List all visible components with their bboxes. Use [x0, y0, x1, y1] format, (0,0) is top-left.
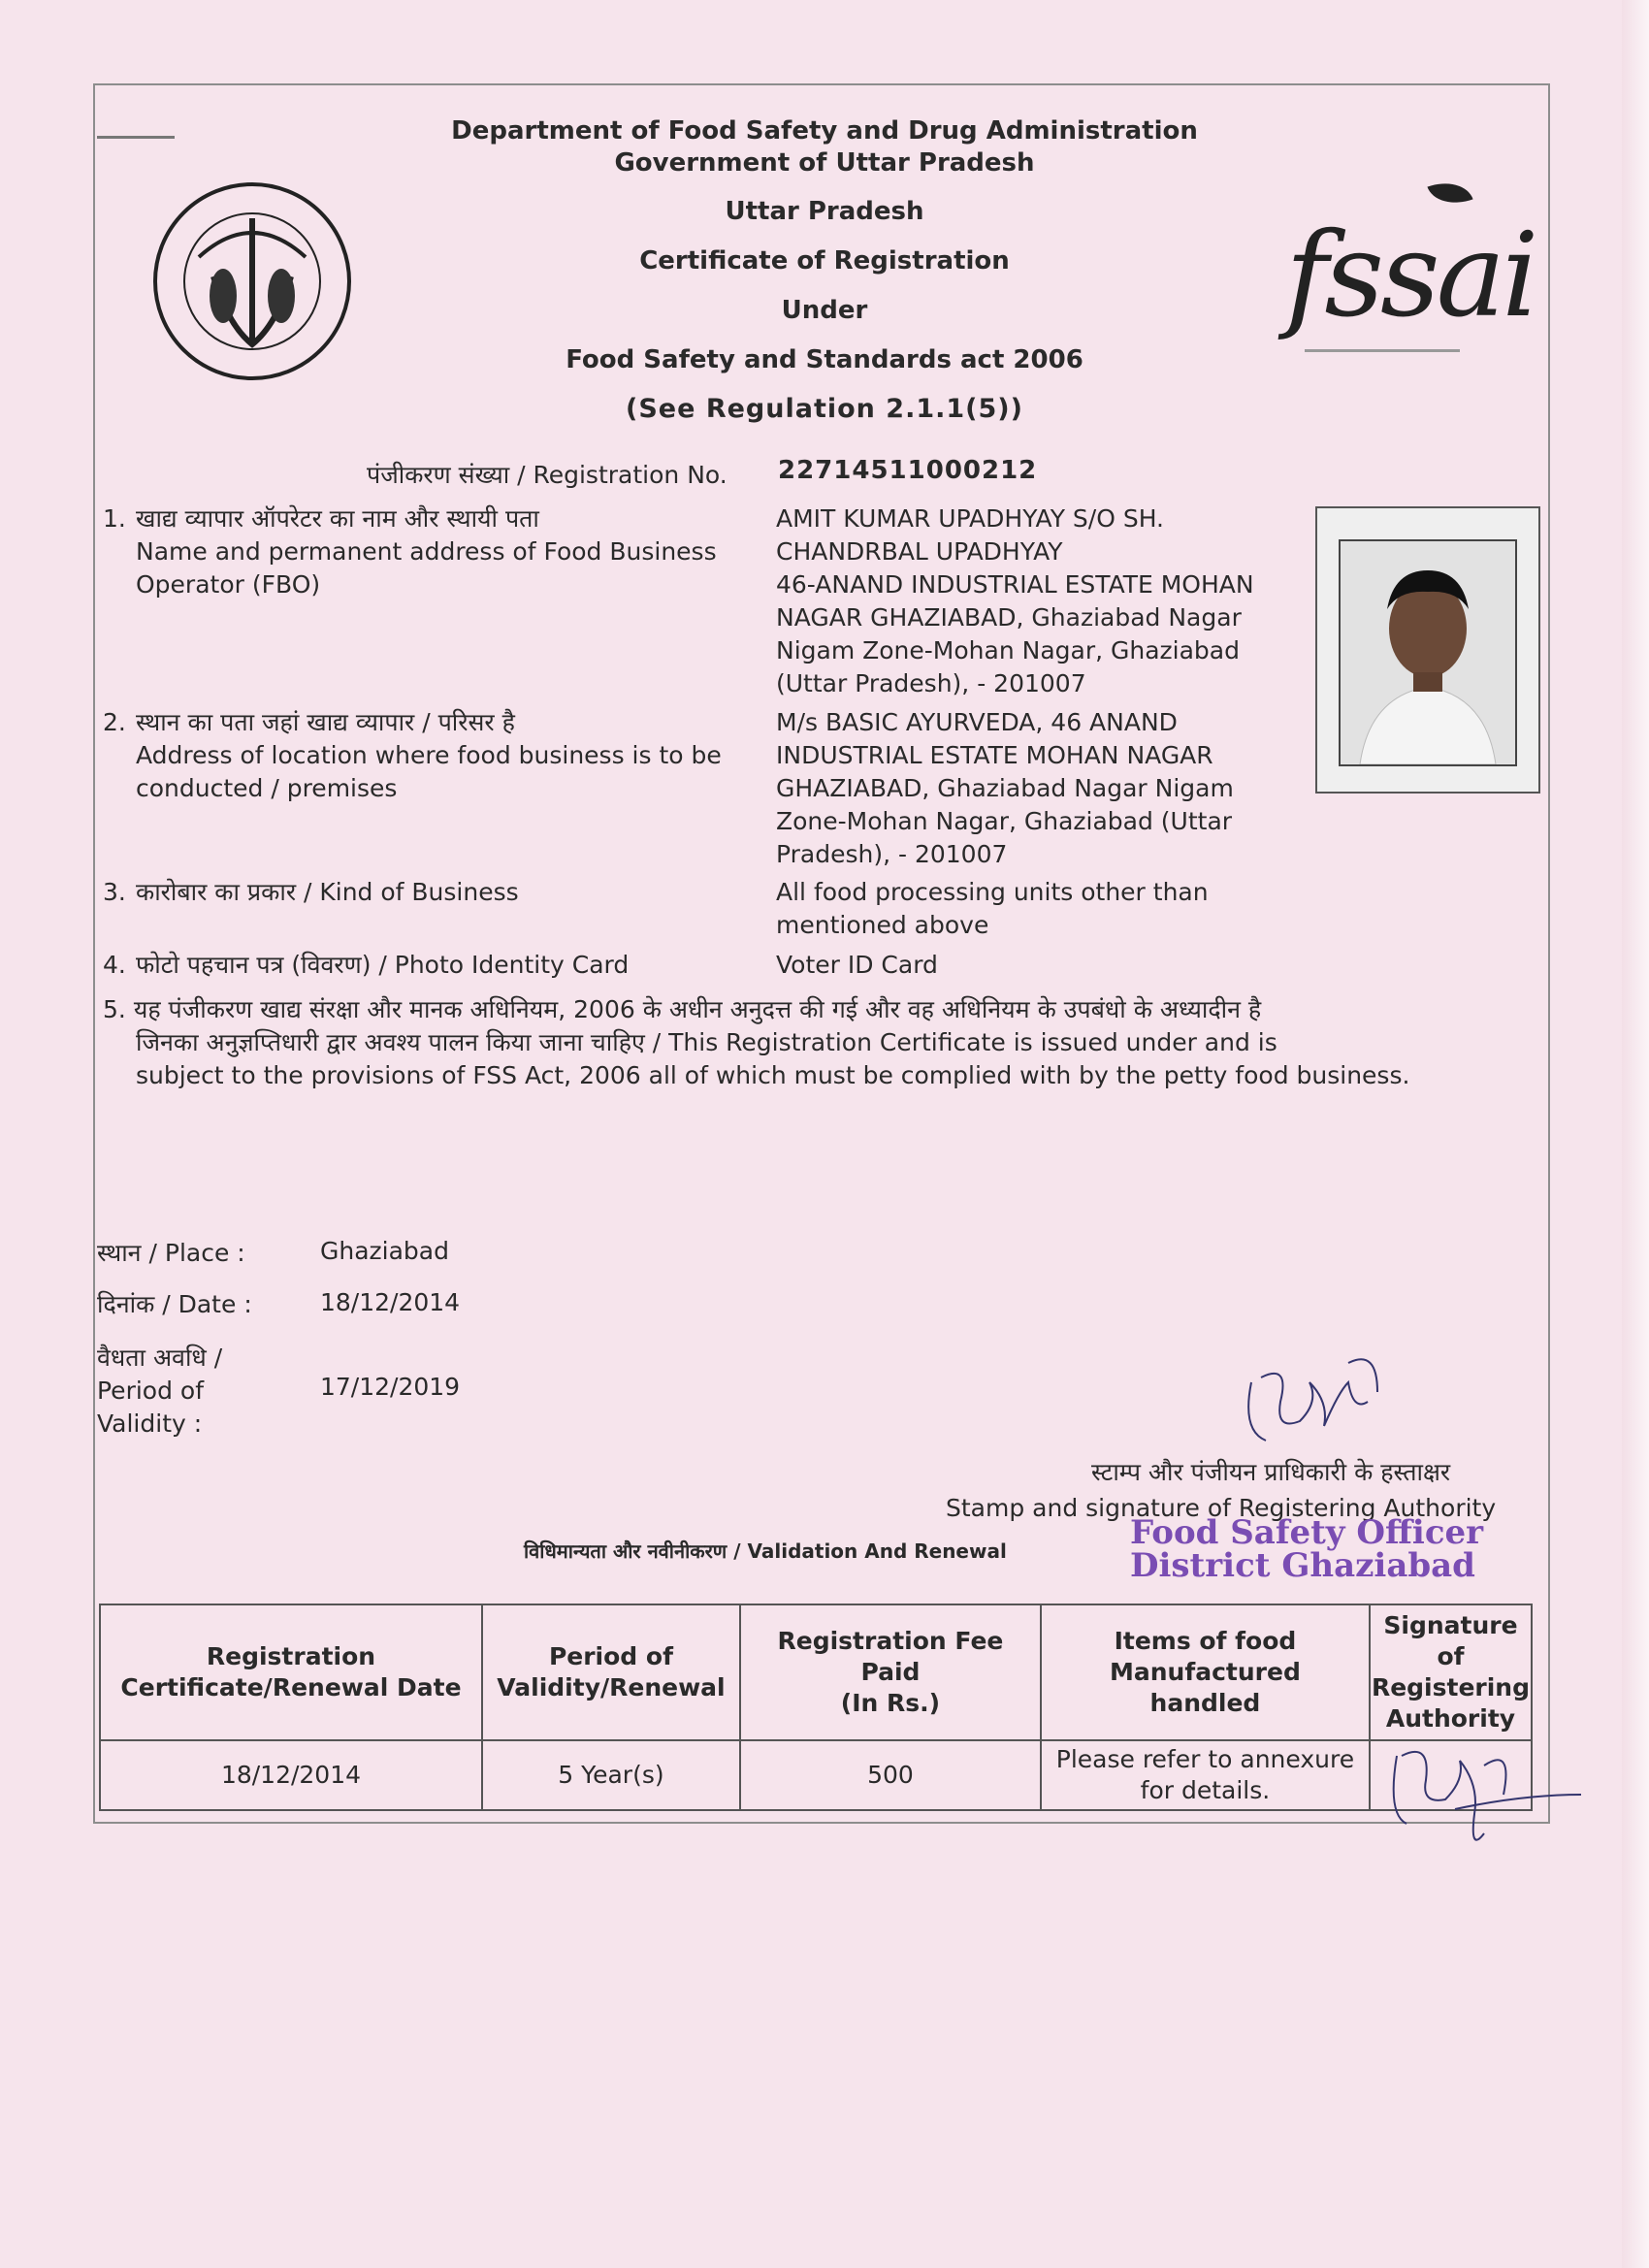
- act-title: Food Safety and Standards act 2006: [566, 345, 1083, 374]
- value-line: Voter ID Card: [776, 951, 938, 979]
- certificate-title: Certificate of Registration: [639, 246, 1010, 275]
- item-1-value: [776, 502, 1319, 700]
- item-2-label: [136, 706, 766, 805]
- item-3-value: [776, 876, 1319, 942]
- header-line: Registering: [1371, 1673, 1530, 1701]
- header-line: Registration Fee: [777, 1627, 1004, 1655]
- declaration-line: subject to the provisions of FSS Act, 2006 all of which must be complied with by the petty food business.: [136, 1061, 1410, 1089]
- cell-period: 5 Year(s): [482, 1740, 740, 1810]
- header-line: Validity/Renewal: [497, 1673, 726, 1701]
- officer-stamp: [1130, 1513, 1483, 1585]
- fssai-logo-text: fssai: [1285, 209, 1536, 343]
- fssai-logo: [1285, 179, 1536, 373]
- cell-fee: 500: [740, 1740, 1041, 1810]
- authority-hindi-caption: स्टाम्प और पंजीयन प्राधिकारी के हस्ताक्षर: [1091, 1458, 1451, 1486]
- table-signature-icon: [1377, 1727, 1591, 1863]
- label-line: Address of location where food business is to be: [136, 741, 722, 769]
- table-row: [100, 1740, 1532, 1810]
- table-header-row: [100, 1604, 1532, 1740]
- cell-items: [1041, 1740, 1370, 1810]
- declaration-line: यह पंजीकरण खाद्य संरक्षा और मानक अधिनियम, 2006 के अधीन अनुदत्त की गई और वह अधिनियम के उपबंधो के अध्यादीन है: [133, 995, 1262, 1023]
- value-line: Pradesh), - 201007: [776, 840, 1008, 868]
- regulation-title: (See Regulation 2.1.1(5)): [626, 394, 1023, 424]
- value-line: AMIT KUMAR UPADHYAY S/O SH.: [776, 504, 1164, 533]
- header-line: Manufactured: [1110, 1658, 1301, 1686]
- item-3-number: 3.: [103, 878, 126, 906]
- label-line: conducted / premises: [136, 774, 398, 802]
- government-title: Government of Uttar Pradesh: [614, 148, 1035, 178]
- up-government-emblem-icon: [150, 179, 354, 383]
- header-line: of: [1437, 1642, 1465, 1670]
- registration-label: पंजीकरण संख्या / Registration No.: [367, 461, 728, 489]
- leaf-icon: [1427, 174, 1472, 212]
- item-2-number: 2.: [103, 708, 126, 736]
- renewal-table: [99, 1604, 1533, 1811]
- header-line: (In Rs.): [840, 1689, 941, 1717]
- label-line: Operator (FBO): [136, 570, 321, 599]
- item-4-value: [776, 949, 1319, 982]
- place-label: स्थान / Place :: [97, 1239, 245, 1267]
- column-header-signature: [1370, 1604, 1532, 1740]
- value-line: 46-ANAND INDUSTRIAL ESTATE MOHAN: [776, 570, 1254, 599]
- item-4-label: [136, 949, 766, 982]
- validation-renewal-title: विधिमान्यता और नवीनीकरण / Validation And Renewal: [524, 1539, 1007, 1563]
- state-title: Uttar Pradesh: [725, 197, 924, 226]
- declaration-line: जिनका अनुज्ञप्तिधारी द्वार अवश्य पालन किया जाना चाहिए / This Registration Certificate is issued under and is: [136, 1028, 1277, 1056]
- value-line: Nigam Zone-Mohan Nagar, Ghaziabad: [776, 636, 1240, 664]
- header-line: Authority: [1385, 1704, 1516, 1733]
- date-label: दिनांक / Date :: [97, 1290, 252, 1318]
- value-line: (Uttar Pradesh), - 201007: [776, 669, 1086, 697]
- label-line: खाद्य व्यापार ऑपरेटर का नाम और स्थायी पता: [136, 504, 539, 533]
- column-header-date: [100, 1604, 482, 1740]
- page-edge: [1622, 0, 1649, 2268]
- header-line: Certificate/Renewal Date: [120, 1673, 462, 1701]
- logo-underline: [1305, 349, 1460, 352]
- value-line: All food processing units other than: [776, 878, 1209, 906]
- fbo-photo: [1315, 506, 1540, 794]
- label-line: फोटो पहचान पत्र (विवरण) / Photo Identity Card: [136, 951, 630, 979]
- header-line: Period of: [548, 1642, 673, 1670]
- cell-date: 18/12/2014: [100, 1740, 482, 1810]
- registration-number: 22714511000212: [778, 456, 1038, 485]
- value-line: Zone-Mohan Nagar, Ghaziabad (Uttar: [776, 807, 1233, 835]
- column-header-fee: [740, 1604, 1041, 1740]
- value-line: CHANDRBAL UPADHYAY: [776, 537, 1063, 566]
- value-line: M/s BASIC AYURVEDA, 46 ANAND: [776, 708, 1178, 736]
- column-header-items: [1041, 1604, 1370, 1740]
- validity-value: 17/12/2019: [320, 1373, 461, 1401]
- value-line: mentioned above: [776, 911, 989, 939]
- header-line: Signature: [1383, 1611, 1518, 1639]
- header-line: Registration: [206, 1642, 376, 1670]
- validity-label-line: Validity :: [97, 1409, 203, 1438]
- date-value: 18/12/2014: [320, 1288, 461, 1316]
- item-3-label: [136, 876, 766, 909]
- header-line: Items of food: [1114, 1627, 1297, 1655]
- item-1-number: 1.: [103, 504, 126, 533]
- items-line: Please refer to annexure: [1055, 1745, 1355, 1773]
- place-value: Ghaziabad: [320, 1237, 449, 1265]
- validity-label: [97, 1342, 222, 1441]
- value-line: GHAZIABAD, Ghaziabad Nagar Nigam: [776, 774, 1234, 802]
- department-title: Department of Food Safety and Drug Administration: [451, 116, 1198, 146]
- header-line: handled: [1149, 1689, 1261, 1717]
- item-4-number: 4.: [103, 951, 126, 979]
- item-5-number: 5.: [103, 995, 126, 1023]
- item-1-label: [136, 502, 766, 601]
- column-header-period: [482, 1604, 740, 1740]
- stamp-line: Food Safety Officer: [1130, 1513, 1484, 1552]
- validity-label-line: वैधता अवधि /: [97, 1344, 223, 1372]
- items-line: for details.: [1140, 1776, 1271, 1804]
- label-line: कारोबार का प्रकार / Kind of Business: [136, 878, 519, 906]
- label-line: स्थान का पता जहां खाद्य व्यापार / परिसर है: [136, 708, 515, 736]
- authority-signature-icon: [1232, 1344, 1406, 1460]
- label-line: Name and permanent address of Food Business: [136, 537, 717, 566]
- validity-label-line: Period of: [97, 1377, 204, 1405]
- photo-portrait: [1339, 539, 1517, 766]
- authority-english-caption: Stamp and signature of Registering Authority: [946, 1494, 1497, 1522]
- value-line: INDUSTRIAL ESTATE MOHAN NAGAR: [776, 741, 1213, 769]
- item-2-value: [776, 706, 1319, 871]
- item-5-declaration: [103, 993, 1538, 1092]
- header-line: Paid: [860, 1658, 921, 1686]
- stamp-line: District Ghaziabad: [1130, 1546, 1475, 1585]
- value-line: NAGAR GHAZIABAD, Ghaziabad Nagar: [776, 603, 1242, 632]
- under-title: Under: [781, 296, 868, 325]
